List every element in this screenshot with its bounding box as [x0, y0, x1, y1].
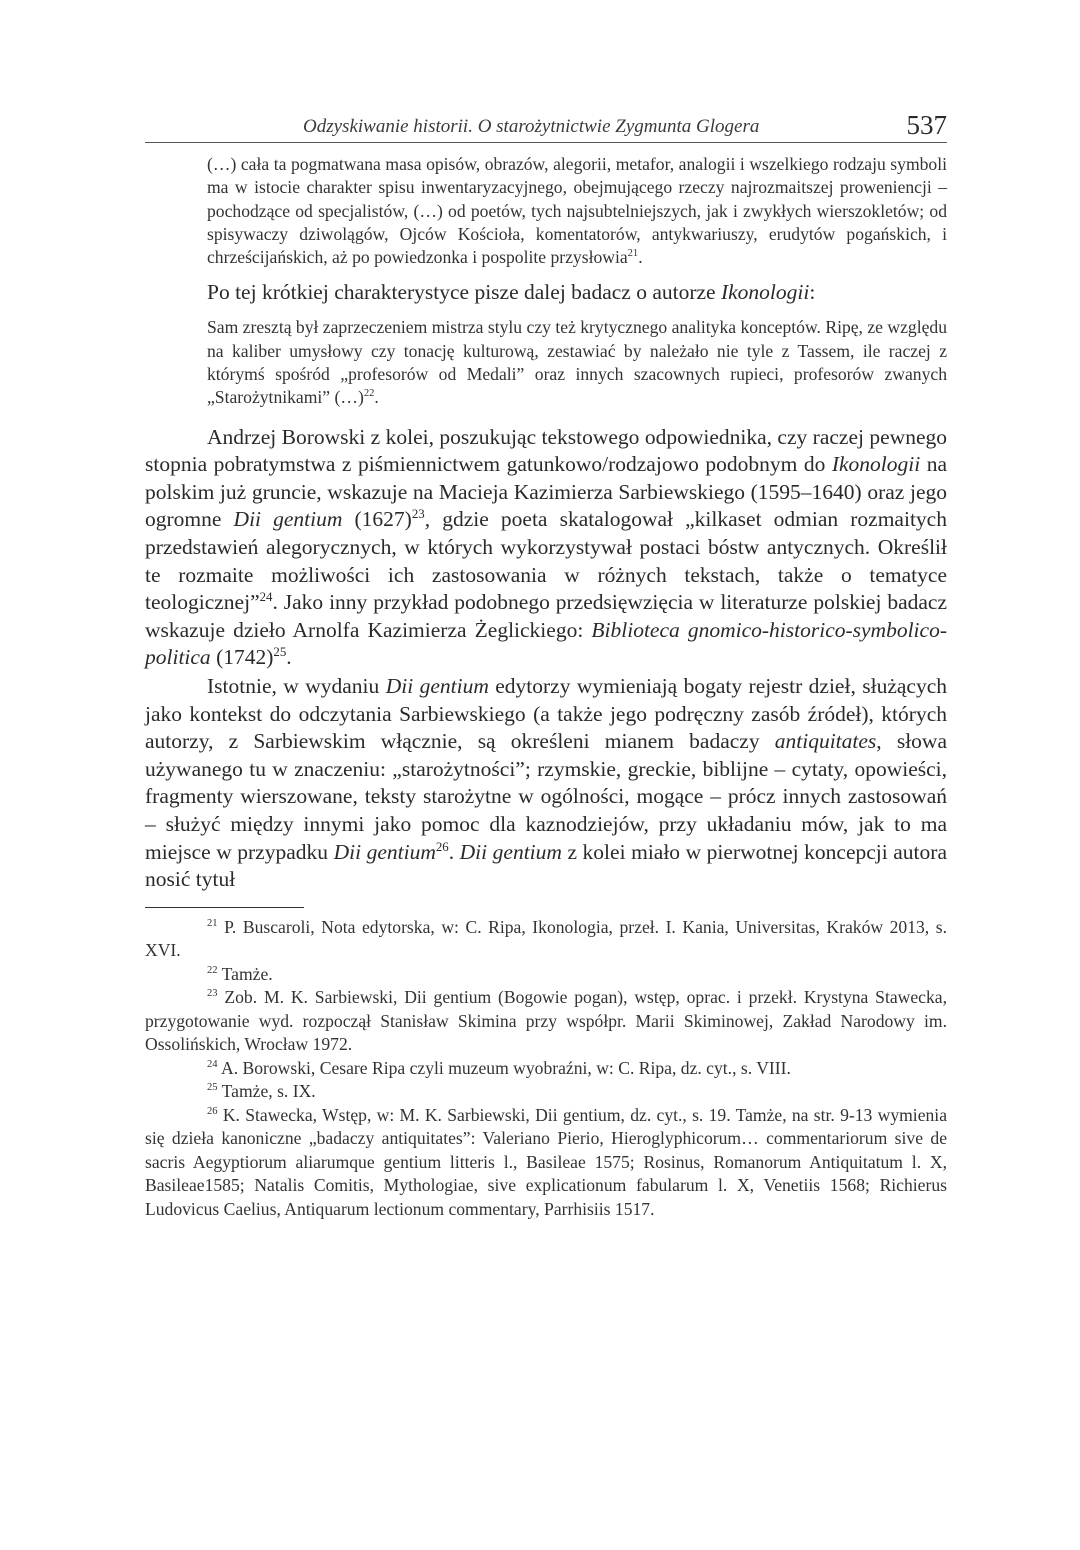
block-quote-1: (…) cała ta pogmatwana masa opisów, obrazów, alegorii, metafor, analogii i wszelkiego rodzaju symboli ma w istocie charakter spisu inwentaryzacyjnego, obejmującego rzeczy najrozmaitszej proweniencji – pochodzące od specjalistów, (…) od poetów, tych najsubtelniejszych, jak i zwykłych wierszokletów; od spisywaczy dziwolągów, Ojców Kościoła, komentatorów, antykwariuszy, erudytów pogańskich, i chrześcijańskich, aż po powiedzonka i pospolite przysłowia$^{21}$.	[207, 154, 947, 268]
footnote-24: $^{24}$ A. Borowski, Cesare Ripa czyli muzeum wyobraźni, w: C. Ripa, dz. cyt., s. VIII.	[207, 1057, 791, 1078]
footnote-ref-22[interactable]: 22	[363, 388, 375, 400]
footnote-ref-23[interactable]: 23	[411, 507, 425, 522]
footnote-ref-26[interactable]: 26	[435, 839, 449, 854]
block-quote-2: Sam zresztą był zaprzeczeniem mistrza stylu czy też krytycznego analityka konceptów. Ripę, ze względu na kaliber umysłowy czy tonację kulturową, zestawiać by należało nie tyle z Tassem, ile raczej z którymś spośród „profesorów od Medali” oraz innych szacownych rupieci, profesorów zwanych „Starożytnikami” (…)$^{22}$.	[207, 317, 947, 408]
footnote-21: $^{21}$ P. Buscaroli, Nota edytorska, w: C. Ripa, Ikonologia, przeł. I. Kania, Universitas, Kraków 2013, s. XVI.	[145, 916, 947, 961]
footnote-ref-24[interactable]: 24	[259, 590, 273, 605]
document-page	[145, 108, 947, 1221]
footnotes	[145, 916, 947, 1222]
footnote-22: $^{22}$ Tamże.	[207, 963, 273, 984]
footnote-ref-25[interactable]: 25	[273, 645, 287, 660]
footnote-ref-21[interactable]: 21	[627, 248, 639, 260]
intro-line: Po tej krótkiej charakterystyce pisze dalej badacz o autorze Ikonologii:	[207, 280, 816, 305]
page-number: 537	[906, 110, 947, 140]
body-paragraph-2: Istotnie, w wydaniu Dii gentium edytorzy wymieniają bogaty rejestr dzieł, służących jako kontekst do odczytania Sarbiewskiego (a także jego podręczny zasób źródeł), których autorzy, z Sarbiewskim włącznie, są określeni mianem badaczy antiquitates, słowa używanego tu w znaczeniu: „starożytności”; rzymskie, greckie, biblijne – cytaty, opowieści, fragmenty wierszowane, teksty starożytne w ogólności, mogące – prócz innych zastosowań – służyć między innymi jako pomoc dla kaznodziejów, przy układaniu mów, jak to ma miejsce w przypadku Dii gentium$^{26}$. Dii gentium z kolei miało w pierwotnej koncepcji autora nosić tytuł	[145, 674, 947, 892]
footnote-25: $^{25}$ Tamże, s. IX.	[207, 1081, 316, 1102]
footnote-separator	[145, 907, 304, 908]
footnote-26: $^{26}$ K. Stawecka, Wstęp, w: M. K. Sarbiewski, Dii gentium, dz. cyt., s. 19. Tamże, na str. 9-13 wymienia się dzieła kanoniczne „badaczy antiquitates”: Valeriano Pierio, Hieroglyphicorum… commentariorum sive de sacris Aegyptiorum aliarumque gentium litteris l., Basileae 1575; Rosinus, Romanorum Antiquitatum l. X, Basileae1585; Natalis Comitis, Mythologiae, sive explicationum fabularum l. X, Venetiis 1568; Richierus Ludovicus Caelius, Antiquarum lectionum commentary, Parrhisiis 1517.	[145, 1104, 948, 1219]
running-title: Odzyskiwanie historii. O starożytnictwie Zygmunta Glogera	[303, 116, 760, 137]
running-header	[145, 108, 947, 143]
footnote-23: $^{23}$ Zob. M. K. Sarbiewski, Dii gentium (Bogowie pogan), wstęp, oprac. i przekł. Krystyna Stawecka, przygotowanie wyd. rozpoczął Stanisław Skimina przy współpr. Marii Skiminowej, Zakład Narodowy im. Ossolińskich, Wrocław 1972.	[145, 987, 947, 1055]
body-paragraph-1: Andrzej Borowski z kolei, poszukując tekstowego odpowiednika, czy raczej pewnego stopnia pobratymstwa z piśmiennictwem gatunkowo/rodzajowo podobnym do Ikonologii na polskim już gruncie, wskazuje na Macieja Kazimierza Sarbiewskiego (1595–1640) oraz jego ogromne Dii gentium $(1627)^{23}$, gdzie poeta skatalogował „kilkaset odmian rozmaitych przedstawień alegorycznych, w których wykorzystywał postaci bóstw antycznych. Określił te rozmaite możliwości ich zastosowania w różnych tekstach, także o tematyce teologicznej”$^{24}$. Jako inny przykład podobnego przedsięwzięcia w literaturze polskiej badacz wskazuje dzieło Arnolfa Kazimierza Żeglickiego: Biblioteca gnomico-historico-symbolico-politica $(1742)^{25}$.	[145, 424, 947, 670]
